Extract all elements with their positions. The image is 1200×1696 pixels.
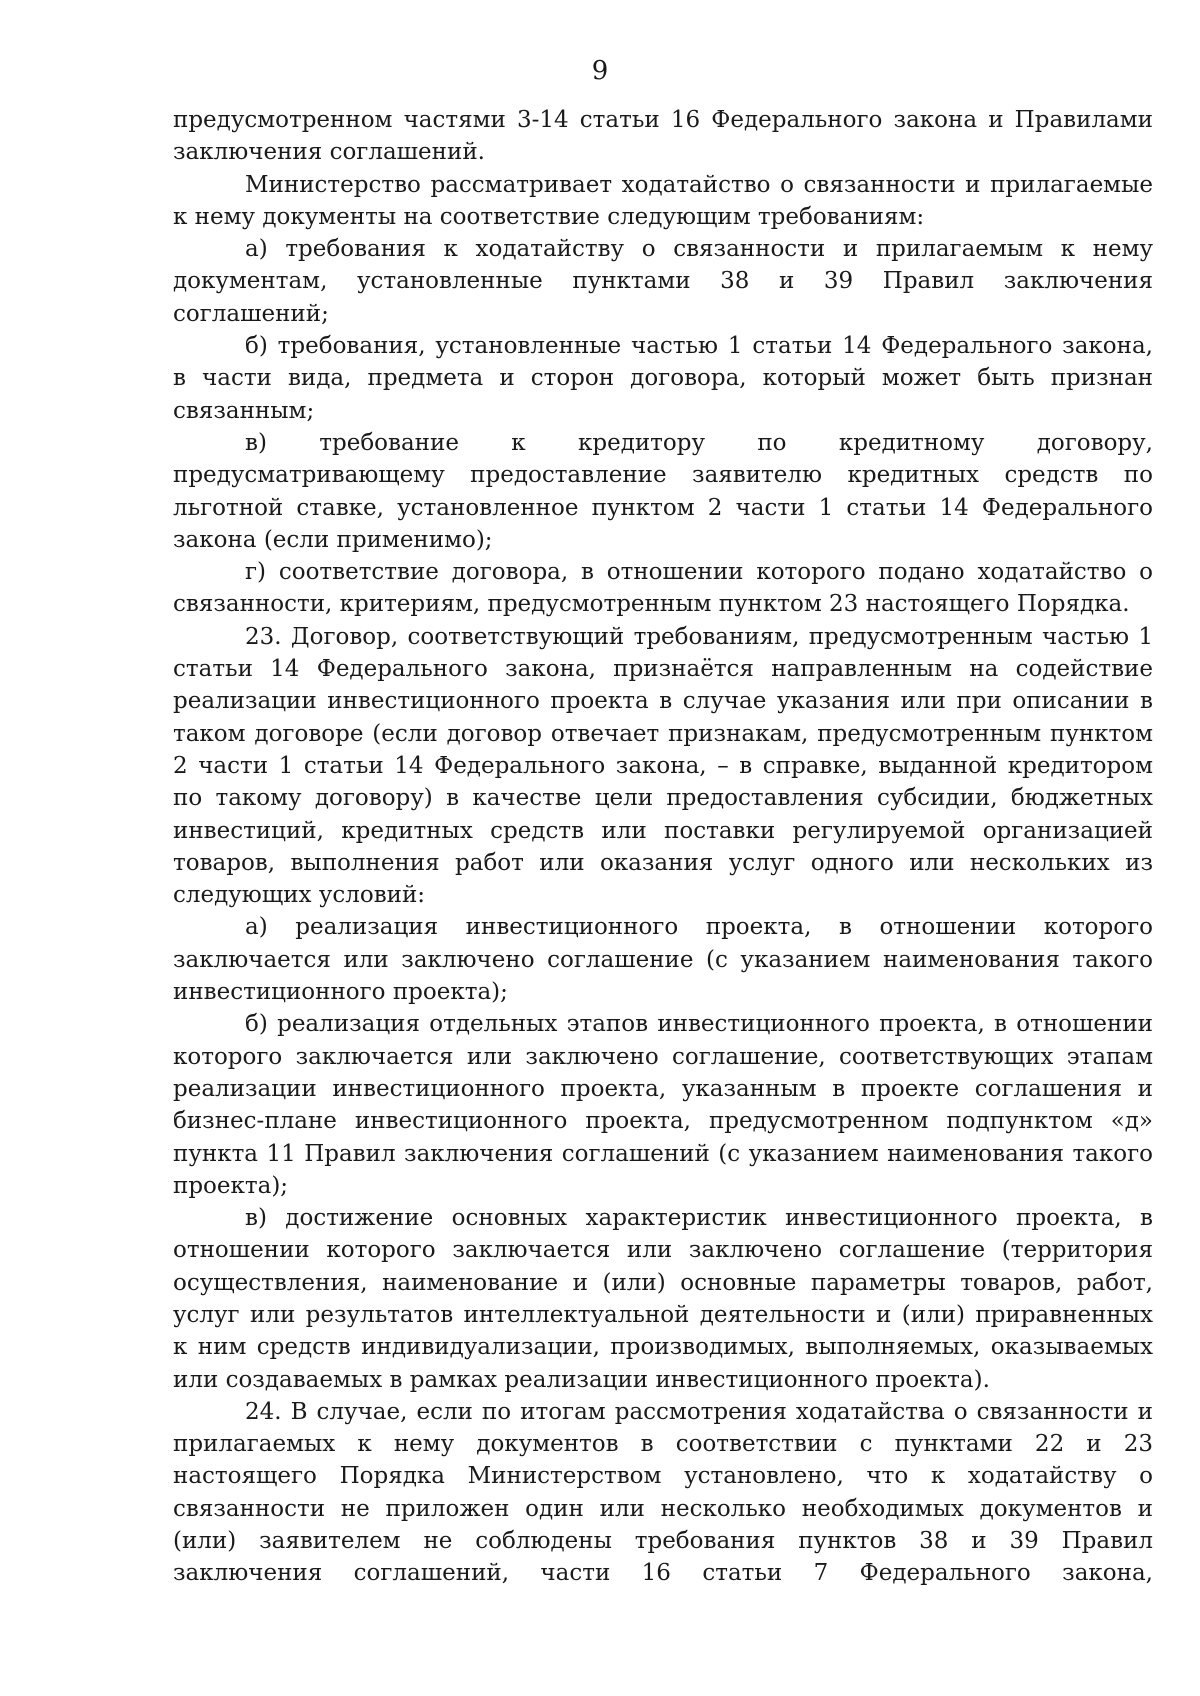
page-number: 9 — [591, 56, 609, 86]
paragraph-item-g: г) соответствие договора, в отношении которого подано ходатайство о связанности, критериям, предусмотренным пунктом 23 настоящего Порядка. — [173, 559, 1153, 618]
paragraph-continuation: предусмотренном частями 3-14 статьи 16 Федерального закона и Правилами заключения соглашений. — [173, 107, 1153, 166]
paragraph-clause-23-item-v: в) достижение основных характеристик инвестиционного проекта, в отношении которого заключается или заключено соглашение (территория осуществления, наименование и (или) основные параметры товаров, работ, услуг или результатов интеллектуальной деятельности и (или) приравненных к ним средств индивидуализации, производимых, выполняемых, оказываемых или создаваемых в рамках реализации инвестиционного проекта). — [173, 1205, 1153, 1393]
paragraph-item-v: в) требование к кредитору по кредитному договору, предусматривающему предоставление заявителю кредитных средств по льготной ставке, установленное пунктом 2 части 1 статьи 14 Федерального закона (если применимо); — [173, 429, 1153, 553]
paragraph-item-b: б) требования, установленные частью 1 статьи 14 Федерального закона, в части вида, предмета и сторон договора, который может быть признан связанным; — [173, 333, 1153, 424]
paragraph-item-a: а) требования к ходатайству о связанности и прилагаемым к нему документам, установленные пунктами 38 и 39 Правил заключения соглашений; — [173, 236, 1153, 327]
paragraph-clause-24: 24. В случае, если по итогам рассмотрения ходатайства о связанности и прилагаемых к нему документов в соответствии с пунктами 22 и 23 настоящего Порядка Министерством установлено, что к ходатайству о связанности не приложен один или несколько необходимых документов и (или) заявителем не соблюдены требования пунктов 38 и 39 Правил заключения соглашений, части 16 статьи 7 Федерального закона, — [173, 1398, 1153, 1587]
paragraph-ministry-review: Министерство рассматривает ходатайство о связанности и прилагаемые к нему документы на соответствие следующим требованиям: — [173, 171, 1153, 230]
paragraph-clause-23-item-a: а) реализация инвестиционного проекта, в отношении которого заключается или заключено соглашение (с указанием наименования такого инвестиционного проекта); — [173, 914, 1153, 1006]
document-body — [173, 104, 1153, 1590]
paragraph-clause-23: 23. Договор, соответствующий требованиям, предусмотренным частью 1 статьи 14 Федерального закона, признаётся направленным на содействие реализации инвестиционного проекта в случае указания или при описании в таком договоре (если договор отвечает признакам, предусмотренным пунктом 2 части 1 статьи 14 Федерального закона, – в справке, выданной кредитором по такому договору) в качестве цели предоставления субсидии, бюджетных инвестиций, кредитных средств или поставки регулируемой организацией товаров, выполнения работ или оказания услуг одного или нескольких из следующих условий: — [173, 623, 1153, 909]
paragraph-clause-23-item-b: б) реализация отдельных этапов инвестиционного проекта, в отношении которого заключается или заключено соглашение, соответствующих этапам реализации инвестиционного проекта, указанным в проекте соглашения и бизнес-плане инвестиционного проекта, предусмотренном подпунктом «д» пункта 11 Правил заключения соглашений (с указанием наименования такого проекта); — [173, 1011, 1153, 1199]
